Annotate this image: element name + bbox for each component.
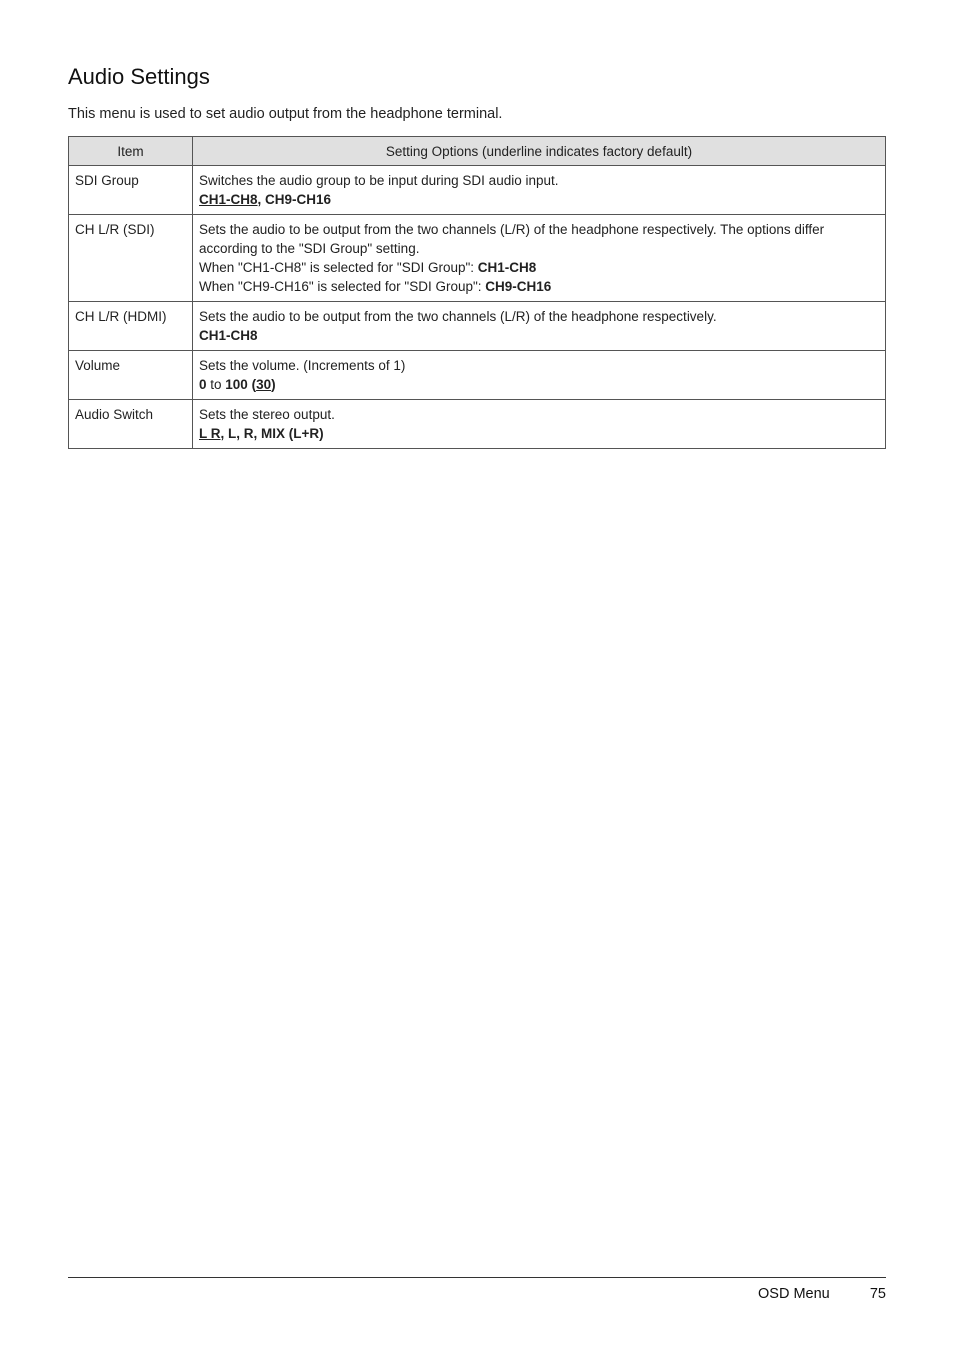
row-item: SDI Group	[69, 166, 193, 215]
audio-settings-table	[68, 136, 886, 449]
row-option-values: CH1-CH8	[199, 328, 258, 343]
row-option-values	[199, 375, 879, 394]
row-condition	[199, 258, 879, 277]
table-row	[69, 351, 886, 400]
row-description: Switches the audio group to be input during SDI audio input.	[199, 173, 559, 188]
option-value: , L, R, MIX (L+R)	[220, 426, 324, 441]
intro-text: This menu is used to set audio output from the headphone terminal.	[68, 106, 503, 122]
row-item: Audio Switch	[69, 400, 193, 449]
range-min: 0	[199, 377, 207, 392]
row-description: according to the "SDI Group" setting.	[199, 241, 420, 256]
condition-text: When "CH9-CH16" is selected for "SDI Group":	[199, 279, 486, 294]
header-setting-options: Setting Options (underline indicates factory default)	[193, 137, 886, 166]
page-number: 75	[869, 1286, 886, 1302]
range-max: 100	[225, 377, 248, 392]
table-header-row	[69, 137, 886, 166]
range-to: to	[206, 377, 226, 392]
row-item: CH L/R (SDI)	[69, 215, 193, 302]
footer-section-name: OSD Menu	[758, 1286, 830, 1302]
header-item: Item	[69, 137, 193, 166]
option-value: CH9-CH16	[265, 192, 332, 207]
factory-default-value: 30	[256, 377, 272, 392]
row-option-values	[199, 190, 879, 209]
paren-open: (	[247, 377, 257, 392]
table-row	[69, 302, 886, 351]
table-row	[69, 215, 886, 302]
row-options	[193, 215, 886, 302]
row-description: Sets the stereo output.	[199, 407, 335, 422]
row-description: Sets the audio to be output from the two channels (L/R) of the headphone respectively.	[199, 309, 717, 324]
row-condition	[199, 277, 879, 296]
row-options	[193, 166, 886, 215]
condition-text: When "CH1-CH8" is selected for "SDI Group":	[199, 260, 478, 275]
condition-value: CH9-CH16	[485, 279, 552, 294]
factory-default-value: CH1-CH8	[199, 192, 258, 207]
table-row	[69, 166, 886, 215]
row-description: Sets the volume. (Increments of 1)	[199, 358, 406, 373]
table-row	[69, 400, 886, 449]
row-description: Sets the audio to be output from the two channels (L/R) of the headphone respectively. The options differ	[199, 222, 825, 237]
row-item: CH L/R (HDMI)	[69, 302, 193, 351]
row-item: Volume	[69, 351, 193, 400]
row-options	[193, 351, 886, 400]
option-separator: ,	[257, 192, 266, 207]
row-options	[193, 400, 886, 449]
footer-divider	[68, 1277, 886, 1278]
row-options	[193, 302, 886, 351]
factory-default-value: L R	[199, 426, 221, 441]
condition-value: CH1-CH8	[477, 260, 537, 275]
row-option-values	[199, 424, 879, 443]
page-title: Audio Settings	[68, 64, 210, 89]
paren-close: )	[271, 377, 276, 392]
